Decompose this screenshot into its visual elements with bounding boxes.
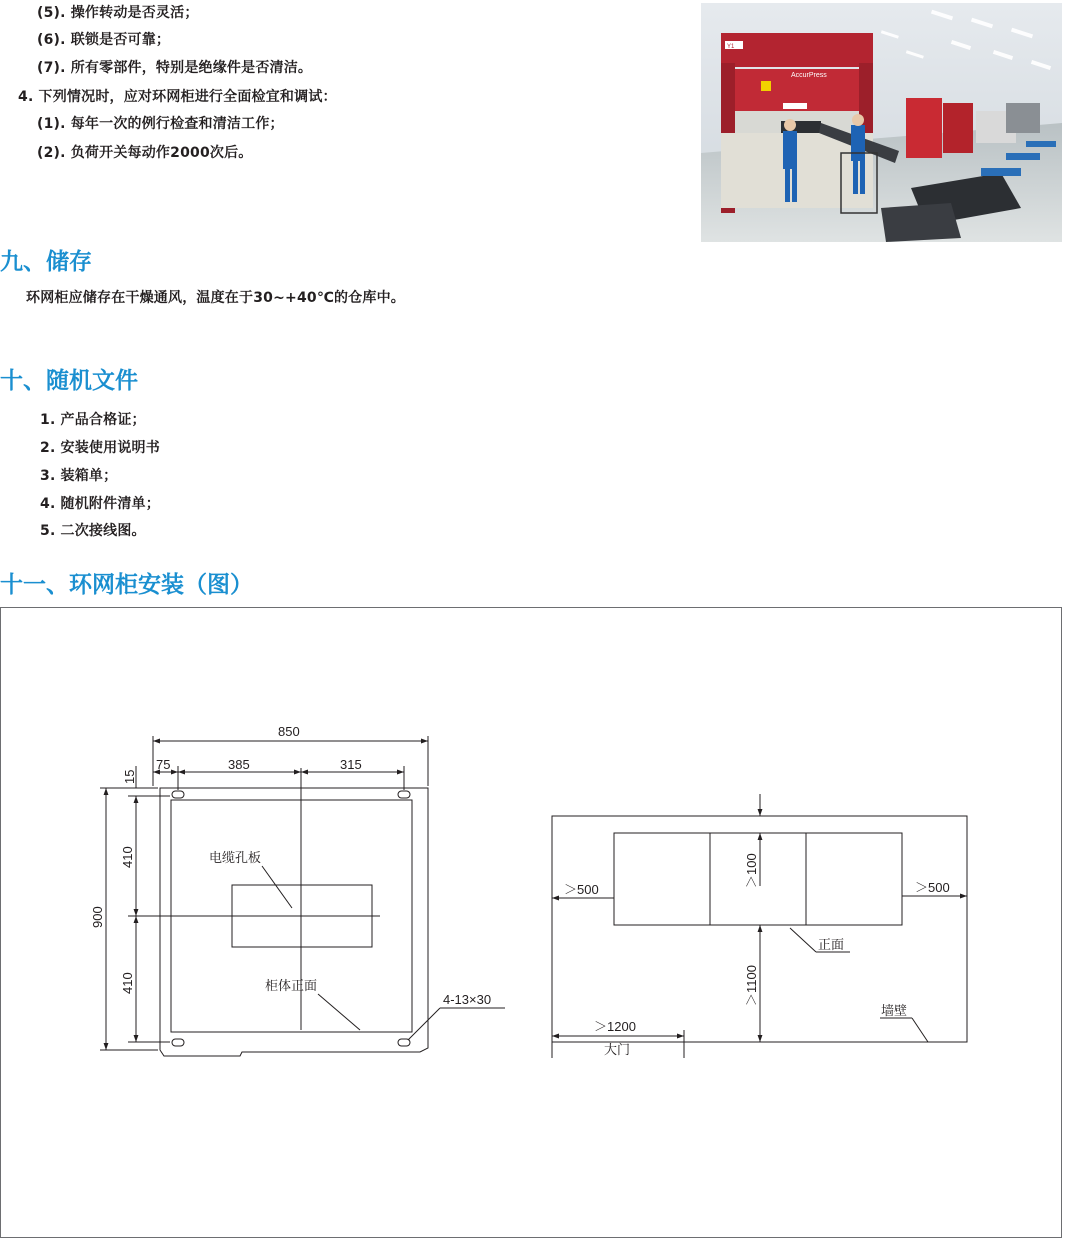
cable-plate-label: 电缆孔板 — [209, 850, 262, 865]
section-10-item-5: 5. 二次接线图。 — [40, 523, 146, 539]
svg-text:Y1: Y1 — [727, 44, 735, 50]
section-10-item-2: 2. 安装使用说明书 — [40, 440, 160, 456]
maintenance-item-6: (6). 联锁是否可靠； — [37, 32, 171, 48]
section-10-title: 十、随机文件 — [0, 368, 138, 394]
dim-410-bottom: 410 — [120, 972, 135, 994]
dim-75: 75 — [156, 757, 171, 772]
section-10-item-1: 1. 产品合格证； — [40, 412, 146, 428]
cabinet-base-drawing — [100, 736, 428, 1056]
door-label: 大门 — [604, 1042, 631, 1057]
gap-left-label: ＞500 — [564, 882, 599, 897]
section-9-title: 九、储存 — [0, 249, 92, 275]
maintenance-item-4-2: (2). 负荷开关每动作2000次后。 — [37, 145, 253, 161]
section-11-title: 十一、环网柜安装（图） — [0, 572, 253, 598]
gap-back-label: ＞100 — [744, 853, 759, 888]
dim-410-top: 410 — [120, 846, 135, 868]
cabinet-front-label: 柜体正面 — [265, 978, 318, 993]
maintenance-item-4-header: 4. 下列情况时，应对环网柜进行全面检宜和调试： — [18, 89, 337, 105]
maintenance-item-4-1: (1). 每年一次的例行检查和清洁工作； — [37, 116, 284, 132]
maintenance-item-7: (7). 所有零部件，特别是绝缘件是否清洁。 — [37, 60, 313, 76]
gap-right-label: ＞500 — [915, 880, 950, 895]
section-10-item-4: 4. 随机附件清单； — [40, 496, 160, 512]
dim-15: 15 — [122, 769, 137, 784]
door-width-label: ＞1200 — [594, 1019, 636, 1034]
svg-text:AccurPress: AccurPress — [791, 72, 827, 79]
dim-385: 385 — [228, 757, 250, 772]
maintenance-item-5: (5). 操作转动是否灵活； — [37, 5, 199, 21]
wall-label: 墙壁 — [881, 1003, 908, 1018]
dim-315: 315 — [340, 757, 362, 772]
gap-front-label: ＞1100 — [744, 965, 759, 1006]
dim-850: 850 — [278, 724, 300, 739]
dim-900: 900 — [90, 906, 105, 928]
section-10-item-3: 3. 装箱单； — [40, 468, 118, 484]
section-9-body: 环网柜应储存在干燥通风，温度在于30~+40℃的仓库中。 — [26, 290, 405, 306]
front-label: 正面 — [818, 937, 845, 952]
hole-spec-label: 4-13×30 — [443, 992, 492, 1007]
